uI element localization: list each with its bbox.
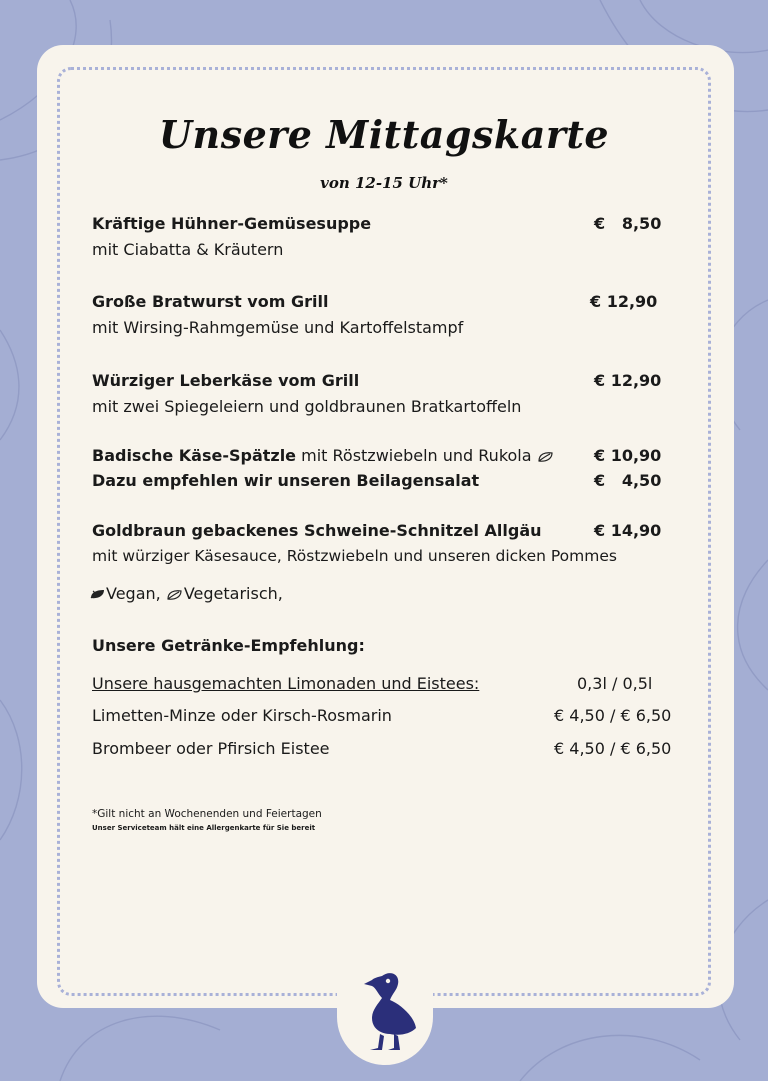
menu-item-name: Dazu empfehlen wir unseren Beilagensalat [92, 471, 480, 490]
drinks-subheading: Unsere hausgemachten Limonaden und Eistees: [92, 674, 480, 693]
drink-item-name: Limetten-Minze oder Kirsch-Rosmarin [92, 706, 392, 725]
legend-vegan: Vegan, [106, 584, 161, 603]
filled-leaf-icon [90, 589, 106, 601]
drink-item-name: Brombeer oder Pfirsich Eistee [92, 739, 330, 758]
allergen-note: Unser Serviceteam hält eine Allergenkarte für Sie bereit [92, 824, 316, 832]
menu-item-desc: mit Röstzwiebeln und Rukola [296, 446, 532, 465]
menu-item-name: Kräftige Hühner-Gemüsesuppe [92, 214, 372, 233]
menu-item-spaetzle [92, 446, 555, 465]
menu-item-name: Badische Käse-Spätzle [92, 446, 297, 465]
menu-item-name: Große Bratwurst vom Grill [92, 292, 329, 311]
drink-sizes: 0,3l / 0,5l [577, 674, 653, 693]
menu-item-desc: mit Ciabatta & Kräutern [92, 240, 284, 259]
page-title: Unsere Mittagskarte [158, 112, 610, 157]
footnote: *Gilt nicht an Wochenenden und Feiertagen [92, 808, 322, 820]
drinks-heading: Unsere Getränke-Empfehlung: [92, 636, 365, 655]
outline-leaf-icon [537, 451, 555, 463]
outline-leaf-icon [166, 589, 184, 601]
menu-item-price: € 12,90 [594, 371, 662, 390]
menu-item-name: Würziger Leberkäse vom Grill [92, 371, 360, 390]
menu-item-desc: mit zwei Spiegeleiern und goldbraunen Bratkartoffeln [92, 397, 522, 416]
legend-vegetarian: Vegetarisch, [183, 584, 283, 603]
diet-legend [90, 584, 283, 603]
menu-item-name: Goldbraun gebackenes Schweine-Schnitzel Allgäu [92, 521, 542, 540]
menu-item-price: € 12,90 [590, 292, 658, 311]
duck-logo [360, 968, 420, 1052]
drink-item-price: € 4,50 / € 6,50 [554, 739, 672, 758]
menu-item-price: € 8,50 [594, 214, 662, 233]
page-subtitle: von 12-15 Uhr* [320, 174, 448, 192]
menu-item-desc: mit würziger Käsesauce, Röstzwiebeln und unseren dicken Pommes [92, 547, 617, 565]
menu-item-desc: mit Wirsing-Rahmgemüse und Kartoffelstampf [92, 318, 464, 337]
menu-item-price: € 14,90 [594, 521, 662, 540]
drink-item-price: € 4,50 / € 6,50 [554, 706, 672, 725]
menu-item-price: € 10,90 [594, 446, 662, 465]
menu-item-price: € 4,50 [594, 471, 662, 490]
